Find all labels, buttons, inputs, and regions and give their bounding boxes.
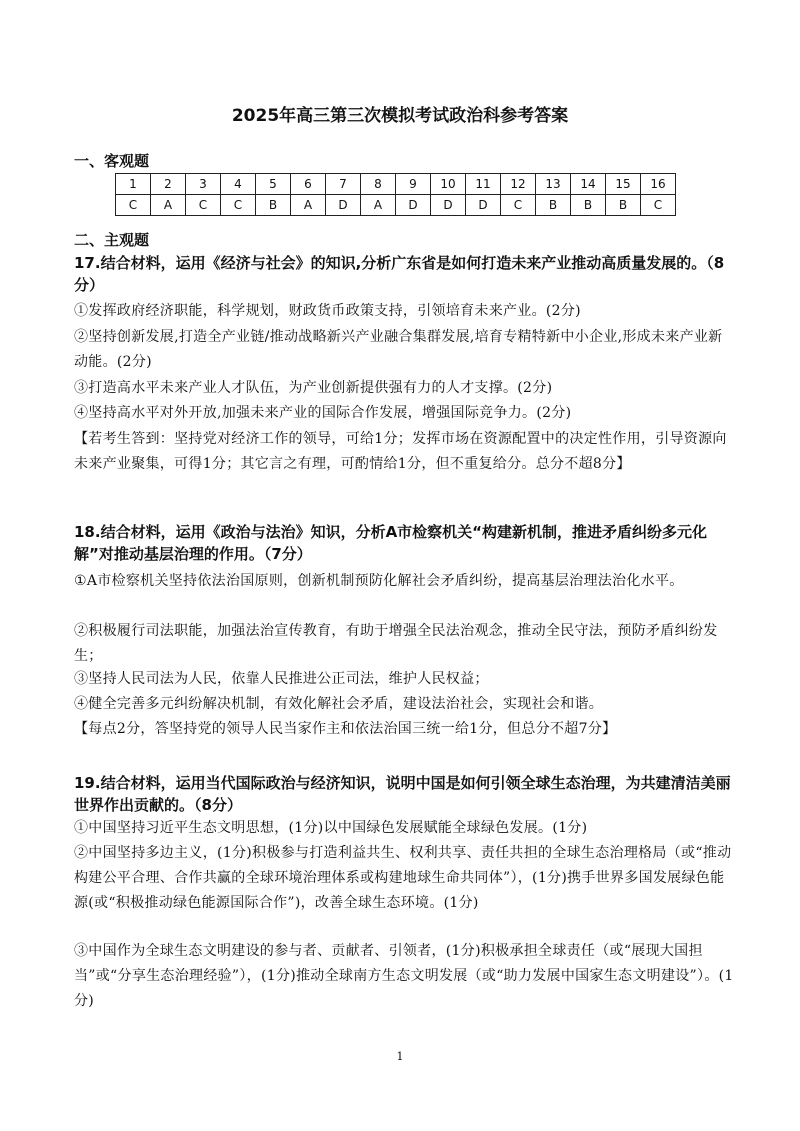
q19-point-2: ②中国坚持多边主义，(1分)积极参与打造利益共生、权利共享、责任共担的全球生态治理格局（或“推动构建公平合理、合作共赢的全球环境治理体系或构建地球生命共同体”），(1分)携手世界多国发展绿色能源(或“积极推动绿色能源国际合作”)，改善全球生态环境。(1分) xyxy=(74,845,732,911)
answer-table-numbers-row xyxy=(116,174,676,195)
question-number: 4 xyxy=(221,174,256,195)
q18-point-2: ②积极履行司法职能，加强法治宣传教育，有助于增强全民法治观念，推动全民守法，预防矛盾纠纷发生； xyxy=(74,623,718,664)
answer-table-answers-row xyxy=(116,195,676,216)
question-number: 11 xyxy=(466,174,501,195)
answer-cell: C xyxy=(221,195,256,216)
question-18-title: 18.结合材料，运用《政治与法治》知识，分析A市检察机关“构建新机制，推进矛盾纠纷多元化解”对推动基层治理的作用。（7分） xyxy=(74,523,708,563)
question-number: 5 xyxy=(256,174,291,195)
question-number: 7 xyxy=(326,174,361,195)
q18-point-4: ④健全完善多元纠纷解决机制，有效化解社会矛盾，建设法治社会，实现社会和谐。 xyxy=(74,696,604,712)
q18-point-1: ①A市检察机关坚持依法治国原则，创新机制预防化解社会矛盾纠纷，提高基层治理法治化水平。 xyxy=(74,573,684,589)
question-number: 9 xyxy=(396,174,431,195)
answer-cell: A xyxy=(151,195,186,216)
question-number: 2 xyxy=(151,174,186,195)
q19-point-1: ①中国坚持习近平生态文明思想，(1分)以中国绿色发展赋能全球绿色发展。(1分) xyxy=(74,820,588,836)
q17-point-1: ①发挥政府经济职能，科学规划，财政货币政策支持，引领培育未来产业。(2分) xyxy=(74,303,581,319)
q17-scoring-note: 【若考生答到：坚持党对经济工作的领导，可给1分；发挥市场在资源配置中的决定性作用，引导资源向未来产业聚集，可得1分；其它言之有理，可酌情给1分，但不重复给分。总分不超8分】 xyxy=(74,431,727,472)
question-number: 16 xyxy=(641,174,676,195)
answer-cell: D xyxy=(431,195,466,216)
question-number: 1 xyxy=(116,174,151,195)
q18-point-3: ③坚持人民司法为人民，依靠人民推进公正司法，维护人民权益； xyxy=(74,671,489,687)
question-number: 13 xyxy=(536,174,571,195)
question-number: 10 xyxy=(431,174,466,195)
answer-cell: B xyxy=(606,195,641,216)
question-number: 12 xyxy=(501,174,536,195)
answer-cell: C xyxy=(116,195,151,216)
q18-scoring-note: 【每点2分，答坚持党的领导人民当家作主和依法治国三统一给1分，但总分不超7分】 xyxy=(74,721,617,737)
section-objective-heading: 一、客观题 xyxy=(74,152,150,170)
question-number: 6 xyxy=(291,174,326,195)
question-19-title: 19.结合材料，运用当代国际政治与经济知识，说明中国是如何引领全球生态治理，为共建清洁美丽世界作出贡献的。（8分） xyxy=(74,774,731,814)
answer-cell: A xyxy=(291,195,326,216)
answer-table xyxy=(115,173,676,216)
question-number: 3 xyxy=(186,174,221,195)
answer-cell: C xyxy=(641,195,676,216)
answer-cell: A xyxy=(361,195,396,216)
page-number: 1 xyxy=(396,1050,404,1063)
answer-cell: C xyxy=(501,195,536,216)
answer-cell: D xyxy=(396,195,431,216)
question-number: 14 xyxy=(571,174,606,195)
question-number: 15 xyxy=(606,174,641,195)
answer-cell: B xyxy=(571,195,606,216)
answer-cell: B xyxy=(536,195,571,216)
answer-cell: C xyxy=(186,195,221,216)
q17-point-4: ④坚持高水平对外开放,加强未来产业的国际合作发展，增强国际竞争力。(2分) xyxy=(74,405,572,421)
answer-cell: D xyxy=(466,195,501,216)
q19-point-3: ③中国作为全球生态文明建设的参与者、贡献者、引领者，(1分)积极承担全球责任（或“展现大国担当”或“分享生态治理经验”），(1分)推动全球南方生态文明发展（或“助力发展中国家生态文明建设”）。(1分) xyxy=(74,943,734,1009)
answer-cell: D xyxy=(326,195,361,216)
question-number: 8 xyxy=(361,174,396,195)
question-17-title: 17.结合材料，运用《经济与社会》的知识,分析广东省是如何打造未来产业推动高质量发展的。（8分） xyxy=(74,254,725,294)
section-subjective-heading: 二、主观题 xyxy=(74,231,150,249)
q17-point-3: ③打造高水平未来产业人才队伍，为产业创新提供强有力的人才支撑。(2分) xyxy=(74,380,553,396)
q17-point-2: ②坚持创新发展,打造全产业链/推动战略新兴产业融合集群发展,培育专精特新中小企业,形成未来产业新动能。(2分) xyxy=(74,329,723,370)
answer-cell: B xyxy=(256,195,291,216)
document-title: 2025年高三第三次模拟考试政治科参考答案 xyxy=(231,106,569,126)
